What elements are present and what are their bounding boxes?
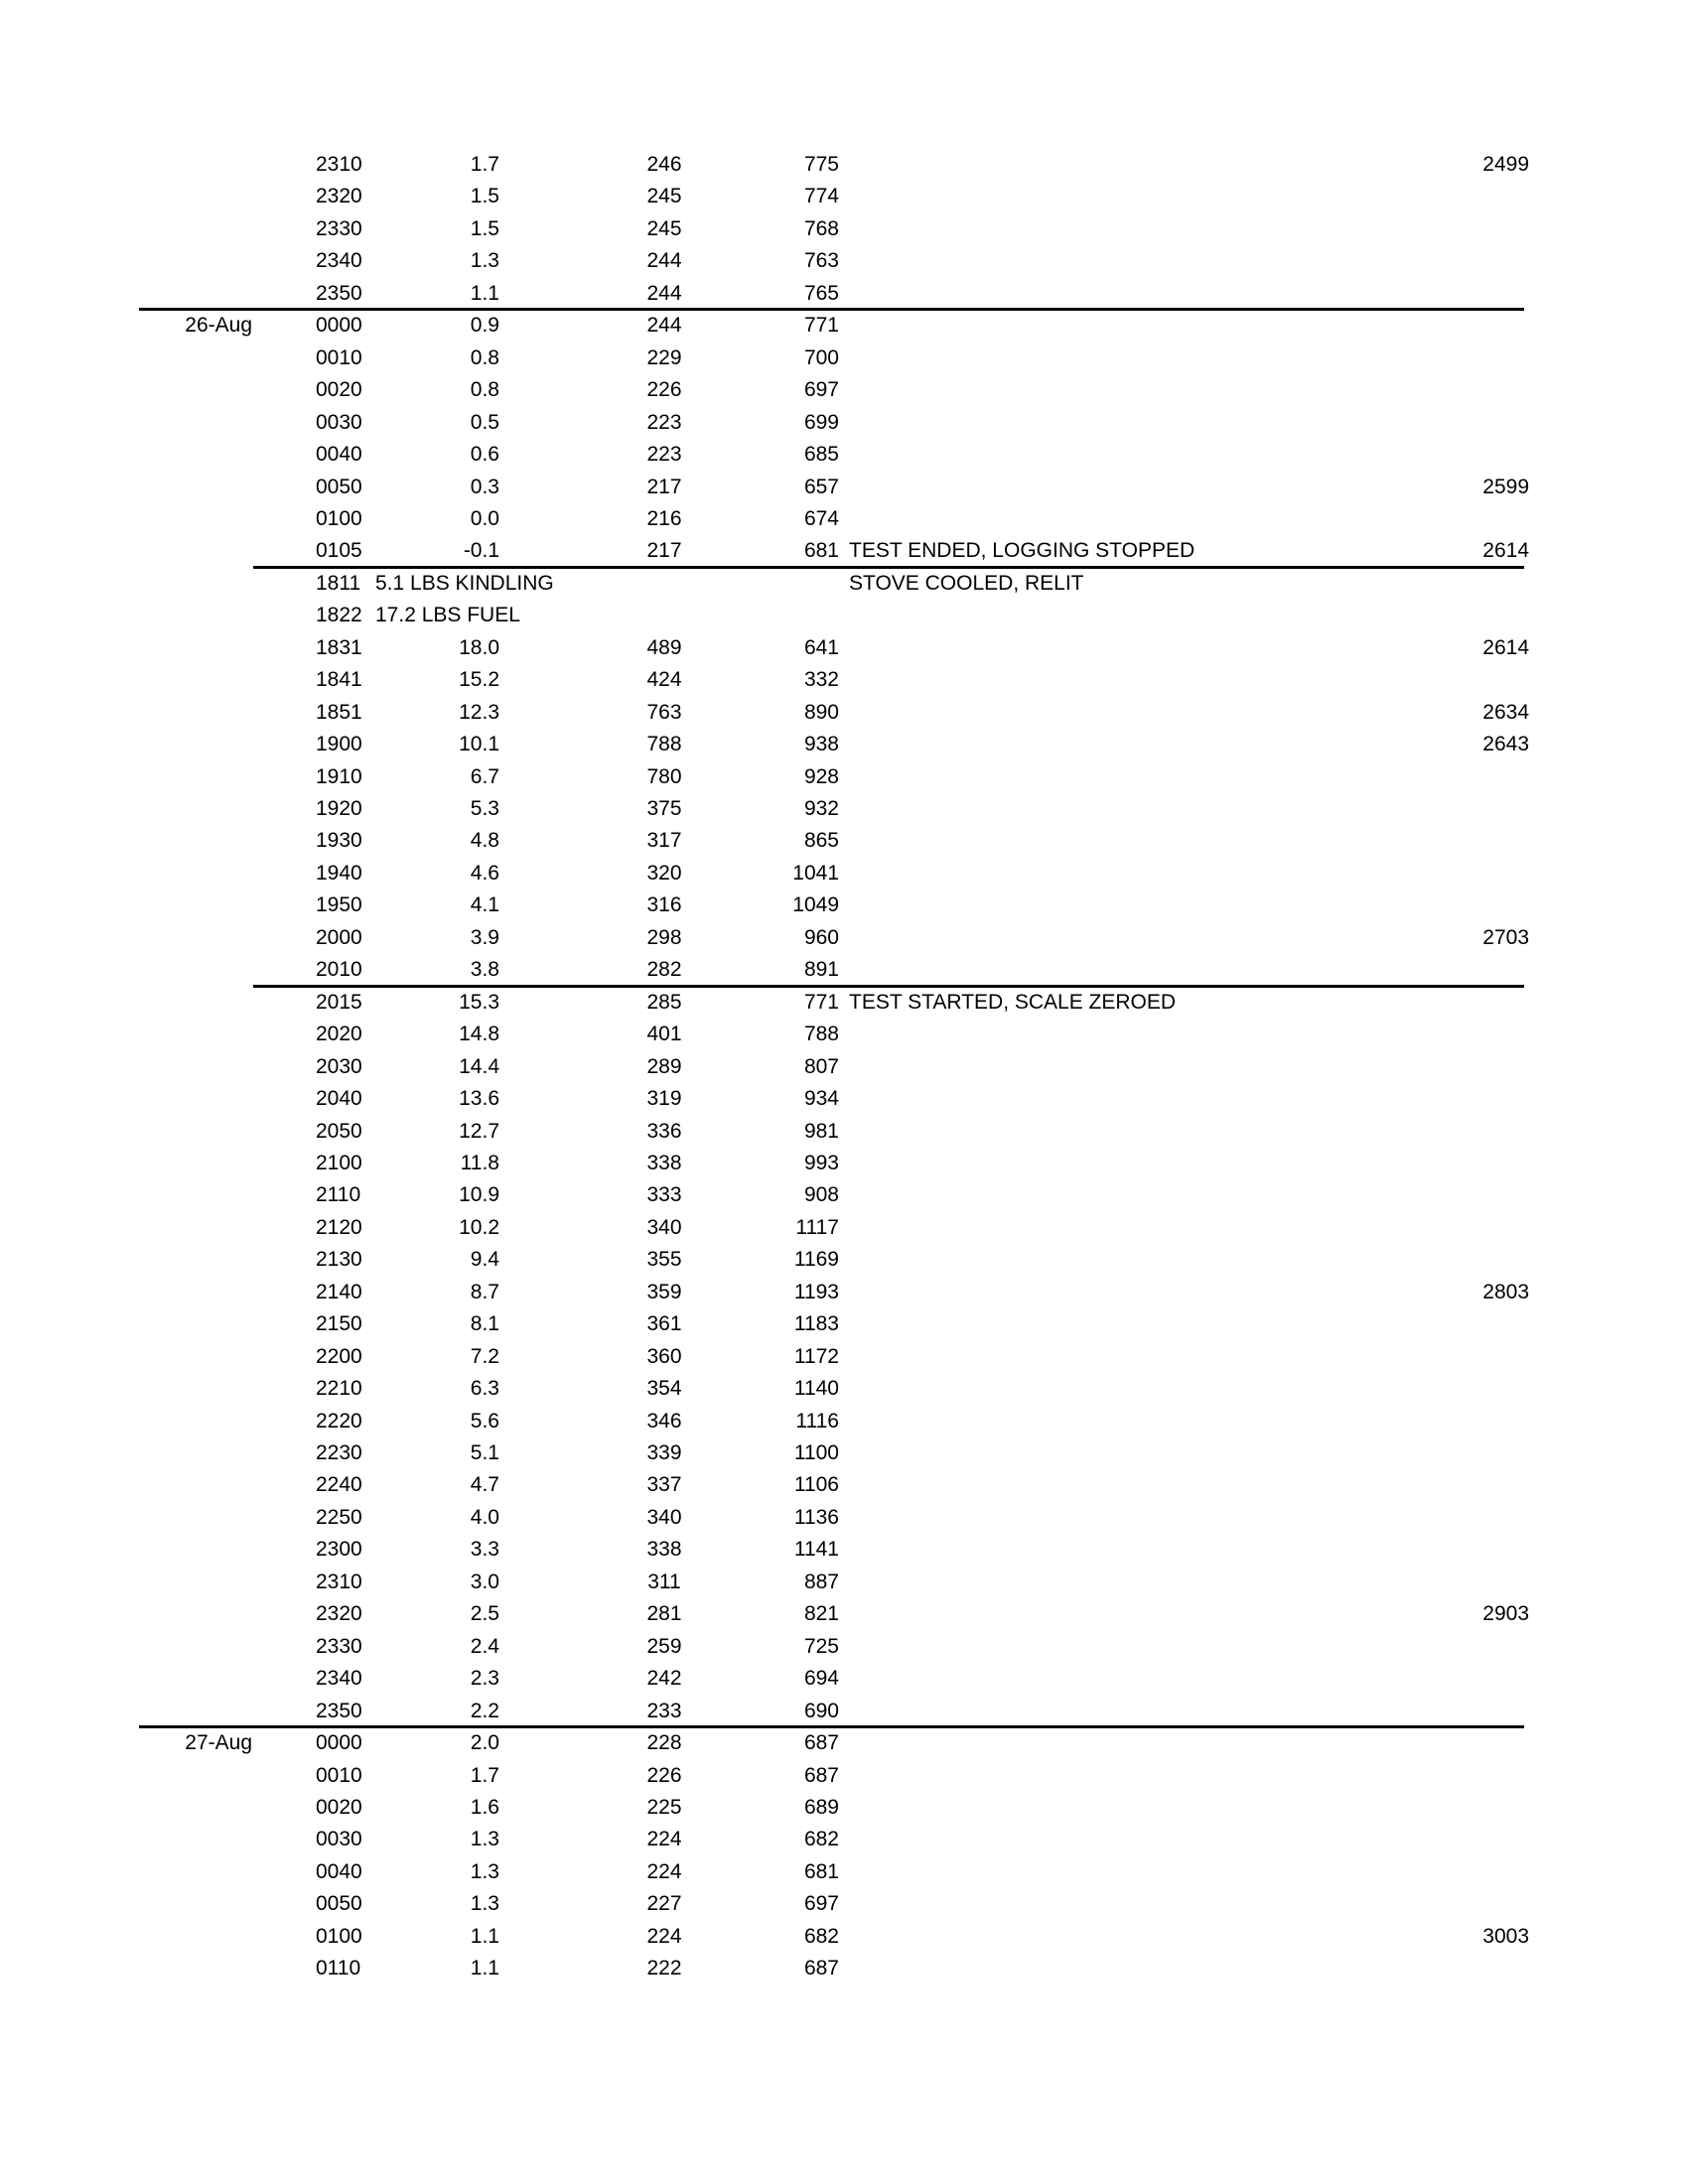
time-cell: 2350 bbox=[316, 281, 362, 305]
weight-cell: 2.4 bbox=[470, 1634, 499, 1658]
temperature-cell: 244 bbox=[646, 249, 682, 273]
time-cell: 1920 bbox=[316, 797, 362, 820]
flue-temp-cell: 938 bbox=[803, 733, 839, 756]
flue-temp-cell: 697 bbox=[803, 1892, 839, 1916]
time-cell: 2020 bbox=[316, 1023, 362, 1046]
date-cell: 26-Aug bbox=[185, 314, 252, 338]
reading-cell: 2803 bbox=[1482, 1280, 1529, 1303]
time-cell: 0000 bbox=[316, 1731, 362, 1755]
weight-cell: 2.2 bbox=[470, 1699, 499, 1722]
weight-cell: 6.7 bbox=[470, 764, 499, 788]
temperature-cell: 333 bbox=[646, 1183, 682, 1207]
weight-cell: 14.4 bbox=[459, 1054, 499, 1078]
flue-temp-cell: 682 bbox=[803, 1924, 839, 1948]
temperature-cell: 244 bbox=[646, 281, 682, 305]
weight-cell: 1.3 bbox=[470, 1828, 499, 1851]
flue-temp-cell: 1049 bbox=[792, 893, 839, 917]
temperature-cell: 360 bbox=[646, 1344, 682, 1368]
temperature-cell: 346 bbox=[646, 1409, 682, 1433]
time-cell: 2150 bbox=[316, 1312, 362, 1336]
reading-cell: 2634 bbox=[1482, 700, 1529, 724]
time-cell: 2050 bbox=[316, 1119, 362, 1143]
temperature-cell: 242 bbox=[646, 1667, 682, 1691]
temperature-cell: 354 bbox=[646, 1377, 682, 1401]
flue-temp-cell: 890 bbox=[803, 700, 839, 724]
temperature-cell: 298 bbox=[646, 925, 682, 949]
flue-temp-cell: 960 bbox=[803, 925, 839, 949]
temperature-cell: 217 bbox=[646, 539, 682, 563]
reading-cell: 2903 bbox=[1482, 1602, 1529, 1626]
temperature-cell: 281 bbox=[646, 1602, 682, 1626]
weight-cell: 5.6 bbox=[470, 1409, 499, 1433]
flue-temp-cell: 774 bbox=[803, 185, 839, 208]
time-cell: 1900 bbox=[316, 733, 362, 756]
weight-cell: 3.8 bbox=[470, 958, 499, 982]
flue-temp-cell: 775 bbox=[803, 153, 839, 176]
temperature-cell: 285 bbox=[646, 990, 682, 1014]
weight-cell: 3.9 bbox=[470, 925, 499, 949]
flue-temp-cell: 771 bbox=[803, 990, 839, 1014]
time-cell: 2310 bbox=[316, 153, 362, 176]
temperature-cell: 217 bbox=[646, 475, 682, 498]
time-cell: 2320 bbox=[316, 1602, 362, 1626]
weight-cell: 6.3 bbox=[470, 1377, 499, 1401]
time-cell: 0040 bbox=[316, 1859, 362, 1883]
time-cell: 2200 bbox=[316, 1344, 362, 1368]
flue-temp-cell: 1041 bbox=[792, 861, 839, 885]
date-cell: 27-Aug bbox=[185, 1731, 252, 1755]
temperature-cell: 424 bbox=[646, 668, 682, 692]
temperature-cell: 226 bbox=[646, 1763, 682, 1787]
weight-cell: 2.0 bbox=[470, 1731, 499, 1755]
temperature-cell: 337 bbox=[646, 1473, 682, 1497]
weight-cell: 10.1 bbox=[459, 733, 499, 756]
flue-temp-cell: 699 bbox=[803, 410, 839, 434]
temperature-cell: 223 bbox=[646, 443, 682, 467]
flue-temp-cell: 687 bbox=[803, 1957, 839, 1980]
reading-cell: 2614 bbox=[1482, 635, 1529, 659]
temperature-cell: 282 bbox=[646, 958, 682, 982]
weight-cell: 1.1 bbox=[470, 1924, 499, 1948]
time-cell: 1841 bbox=[316, 668, 362, 692]
temperature-cell: 339 bbox=[646, 1441, 682, 1464]
time-cell: 0020 bbox=[316, 378, 362, 402]
time-cell: 2330 bbox=[316, 216, 362, 240]
temperature-cell: 244 bbox=[646, 314, 682, 338]
time-cell: 0010 bbox=[316, 1763, 362, 1787]
time-cell: 2310 bbox=[316, 1570, 362, 1593]
temperature-cell: 227 bbox=[646, 1892, 682, 1916]
temperature-cell: 289 bbox=[646, 1054, 682, 1078]
weight-cell: 1.7 bbox=[470, 1763, 499, 1787]
time-cell: 2240 bbox=[316, 1473, 362, 1497]
time-cell: 2010 bbox=[316, 958, 362, 982]
flue-temp-cell: 1116 bbox=[795, 1409, 839, 1433]
time-cell: 0050 bbox=[316, 1892, 362, 1916]
time-cell: 1811 bbox=[316, 571, 361, 595]
flue-temp-cell: 908 bbox=[803, 1183, 839, 1207]
flue-temp-cell: 725 bbox=[803, 1634, 839, 1658]
temperature-cell: 225 bbox=[646, 1795, 682, 1819]
temperature-cell: 222 bbox=[646, 1957, 682, 1980]
temperature-cell: 233 bbox=[646, 1699, 682, 1722]
time-cell: 1950 bbox=[316, 893, 362, 917]
weight-cell: 1.5 bbox=[470, 216, 499, 240]
flue-temp-cell: 807 bbox=[803, 1054, 839, 1078]
flue-temp-cell: 865 bbox=[803, 829, 839, 853]
flue-temp-cell: 332 bbox=[803, 668, 839, 692]
flue-temp-cell: 771 bbox=[803, 314, 839, 338]
flue-temp-cell: 887 bbox=[803, 1570, 839, 1593]
weight-cell: 4.8 bbox=[470, 829, 499, 853]
time-cell: 2110 bbox=[316, 1183, 361, 1207]
time-cell: 2040 bbox=[316, 1087, 362, 1111]
weight-cell: 2.3 bbox=[470, 1667, 499, 1691]
flue-temp-cell: 1136 bbox=[793, 1505, 839, 1529]
time-cell: 2230 bbox=[316, 1441, 362, 1464]
temperature-cell: 340 bbox=[646, 1215, 682, 1239]
time-cell: 2130 bbox=[316, 1248, 362, 1272]
weight-cell: 13.6 bbox=[459, 1087, 499, 1111]
time-cell: 2340 bbox=[316, 1667, 362, 1691]
temperature-cell: 246 bbox=[646, 153, 682, 176]
temperature-cell: 401 bbox=[646, 1023, 682, 1046]
weight-cell: 4.0 bbox=[470, 1505, 499, 1529]
time-cell: 0040 bbox=[316, 443, 362, 467]
flue-temp-cell: 694 bbox=[803, 1667, 839, 1691]
temperature-cell: 336 bbox=[646, 1119, 682, 1143]
weight-cell: -0.1 bbox=[463, 539, 499, 563]
weight-cell: 15.3 bbox=[459, 990, 499, 1014]
flue-temp-cell: 687 bbox=[803, 1731, 839, 1755]
temperature-cell: 355 bbox=[646, 1248, 682, 1272]
time-cell: 2250 bbox=[316, 1505, 362, 1529]
time-cell: 0100 bbox=[316, 506, 362, 530]
flue-temp-cell: 689 bbox=[803, 1795, 839, 1819]
weight-cell: 2.5 bbox=[470, 1602, 499, 1626]
time-cell: 0000 bbox=[316, 314, 362, 338]
time-cell: 2210 bbox=[316, 1377, 362, 1401]
flue-temp-cell: 1169 bbox=[793, 1248, 839, 1272]
weight-cell: 14.8 bbox=[459, 1023, 499, 1046]
temperature-cell: 763 bbox=[646, 700, 682, 724]
weight-cell: 4.6 bbox=[470, 861, 499, 885]
weight-cell: 12.3 bbox=[459, 700, 499, 724]
time-cell: 1831 bbox=[316, 635, 362, 659]
weight-cell: 0.3 bbox=[470, 475, 499, 498]
time-cell: 1940 bbox=[316, 861, 362, 885]
temperature-cell: 259 bbox=[646, 1634, 682, 1658]
flue-temp-cell: 681 bbox=[803, 539, 839, 563]
temperature-cell: 319 bbox=[646, 1087, 682, 1111]
time-cell: 2120 bbox=[316, 1215, 362, 1239]
weight-cell: 11.8 bbox=[460, 1151, 499, 1174]
time-cell: 1930 bbox=[316, 829, 362, 853]
flue-temp-cell: 700 bbox=[803, 345, 839, 369]
time-cell: 1910 bbox=[316, 764, 362, 788]
weight-cell: 3.3 bbox=[470, 1538, 499, 1562]
temperature-cell: 489 bbox=[646, 635, 682, 659]
weight-cell: 7.2 bbox=[470, 1344, 499, 1368]
weight-cell: 8.1 bbox=[470, 1312, 499, 1336]
weight-cell: 4.7 bbox=[470, 1473, 499, 1497]
time-cell: 1822 bbox=[316, 604, 362, 627]
weight-cell: 8.7 bbox=[470, 1280, 499, 1303]
flue-temp-cell: 1100 bbox=[793, 1441, 839, 1464]
reading-cell: 2599 bbox=[1482, 475, 1529, 498]
weight-cell: 12.7 bbox=[459, 1119, 499, 1143]
temperature-cell: 216 bbox=[646, 506, 682, 530]
weight-cell: 9.4 bbox=[470, 1248, 499, 1272]
time-cell: 0100 bbox=[316, 1924, 362, 1948]
weight-cell: 0.9 bbox=[470, 314, 499, 338]
time-cell: 2100 bbox=[316, 1151, 362, 1174]
temperature-cell: 340 bbox=[646, 1505, 682, 1529]
flue-temp-cell: 1193 bbox=[793, 1280, 839, 1303]
temperature-cell: 226 bbox=[646, 378, 682, 402]
flue-temp-cell: 681 bbox=[803, 1859, 839, 1883]
temperature-cell: 338 bbox=[646, 1538, 682, 1562]
weight-cell: 5.1 bbox=[470, 1441, 499, 1464]
weight-cell: 0.5 bbox=[470, 410, 499, 434]
flue-temp-cell: 934 bbox=[803, 1087, 839, 1111]
fuel-load-note: 17.2 LBS FUEL bbox=[375, 604, 520, 627]
note-cell: TEST STARTED, SCALE ZEROED bbox=[849, 990, 1177, 1014]
temperature-cell: 780 bbox=[646, 764, 682, 788]
temperature-cell: 361 bbox=[646, 1312, 682, 1336]
reading-cell: 2499 bbox=[1482, 153, 1529, 176]
weight-cell: 10.9 bbox=[459, 1183, 499, 1207]
temperature-cell: 316 bbox=[646, 893, 682, 917]
flue-temp-cell: 891 bbox=[803, 958, 839, 982]
weight-cell: 0.6 bbox=[470, 443, 499, 467]
reading-cell: 2614 bbox=[1482, 539, 1529, 563]
note-cell: TEST ENDED, LOGGING STOPPED bbox=[849, 539, 1196, 563]
temperature-cell: 320 bbox=[646, 861, 682, 885]
temperature-cell: 224 bbox=[646, 1924, 682, 1948]
temperature-cell: 359 bbox=[646, 1280, 682, 1303]
weight-cell: 5.3 bbox=[470, 797, 499, 820]
time-cell: 2300 bbox=[316, 1538, 362, 1562]
weight-cell: 18.0 bbox=[459, 635, 499, 659]
temperature-cell: 788 bbox=[646, 733, 682, 756]
time-cell: 2320 bbox=[316, 185, 362, 208]
temperature-cell: 228 bbox=[646, 1731, 682, 1755]
temperature-cell: 245 bbox=[646, 185, 682, 208]
flue-temp-cell: 687 bbox=[803, 1763, 839, 1787]
weight-cell: 1.3 bbox=[470, 249, 499, 273]
flue-temp-cell: 981 bbox=[803, 1119, 839, 1143]
flue-temp-cell: 690 bbox=[803, 1699, 839, 1722]
flue-temp-cell: 682 bbox=[803, 1828, 839, 1851]
note-cell: STOVE COOLED, RELIT bbox=[849, 571, 1084, 595]
temperature-cell: 223 bbox=[646, 410, 682, 434]
flue-temp-cell: 697 bbox=[803, 378, 839, 402]
flue-temp-cell: 932 bbox=[803, 797, 839, 820]
flue-temp-cell: 1117 bbox=[795, 1215, 839, 1239]
fuel-load-note: 5.1 LBS KINDLING bbox=[375, 571, 554, 595]
flue-temp-cell: 1106 bbox=[793, 1473, 839, 1497]
time-cell: 0105 bbox=[316, 539, 362, 563]
temperature-cell: 338 bbox=[646, 1151, 682, 1174]
temperature-cell: 245 bbox=[646, 216, 682, 240]
time-cell: 2015 bbox=[316, 990, 362, 1014]
weight-cell: 4.1 bbox=[470, 893, 499, 917]
time-cell: 2340 bbox=[316, 249, 362, 273]
weight-cell: 1.7 bbox=[470, 153, 499, 176]
time-cell: 0030 bbox=[316, 410, 362, 434]
weight-cell: 3.0 bbox=[470, 1570, 499, 1593]
weight-cell: 1.3 bbox=[470, 1859, 499, 1883]
time-cell: 0020 bbox=[316, 1795, 362, 1819]
time-cell: 2000 bbox=[316, 925, 362, 949]
temperature-cell: 224 bbox=[646, 1859, 682, 1883]
time-cell: 2330 bbox=[316, 1634, 362, 1658]
reading-cell: 2643 bbox=[1482, 733, 1529, 756]
weight-cell: 1.5 bbox=[470, 185, 499, 208]
flue-temp-cell: 641 bbox=[803, 635, 839, 659]
time-cell: 0010 bbox=[316, 345, 362, 369]
time-cell: 0110 bbox=[316, 1957, 361, 1980]
temperature-cell: 224 bbox=[646, 1828, 682, 1851]
reading-cell: 3003 bbox=[1482, 1924, 1529, 1948]
flue-temp-cell: 674 bbox=[803, 506, 839, 530]
temperature-cell: 375 bbox=[646, 797, 682, 820]
temperature-cell: 317 bbox=[646, 829, 682, 853]
flue-temp-cell: 1172 bbox=[793, 1344, 839, 1368]
weight-cell: 15.2 bbox=[459, 668, 499, 692]
weight-cell: 0.8 bbox=[470, 345, 499, 369]
weight-cell: 1.1 bbox=[470, 281, 499, 305]
time-cell: 2350 bbox=[316, 1699, 362, 1722]
flue-temp-cell: 1183 bbox=[793, 1312, 839, 1336]
flue-temp-cell: 788 bbox=[803, 1023, 839, 1046]
flue-temp-cell: 657 bbox=[803, 475, 839, 498]
flue-temp-cell: 1140 bbox=[793, 1377, 839, 1401]
flue-temp-cell: 928 bbox=[803, 764, 839, 788]
time-cell: 0050 bbox=[316, 475, 362, 498]
flue-temp-cell: 768 bbox=[803, 216, 839, 240]
flue-temp-cell: 685 bbox=[803, 443, 839, 467]
flue-temp-cell: 763 bbox=[803, 249, 839, 273]
time-cell: 2220 bbox=[316, 1409, 362, 1433]
flue-temp-cell: 1141 bbox=[793, 1538, 839, 1562]
weight-cell: 10.2 bbox=[459, 1215, 499, 1239]
time-cell: 1851 bbox=[316, 700, 362, 724]
time-cell: 0030 bbox=[316, 1828, 362, 1851]
weight-cell: 1.3 bbox=[470, 1892, 499, 1916]
flue-temp-cell: 765 bbox=[803, 281, 839, 305]
time-cell: 2140 bbox=[316, 1280, 362, 1303]
weight-cell: 0.8 bbox=[470, 378, 499, 402]
reading-cell: 2703 bbox=[1482, 925, 1529, 949]
temperature-cell: 229 bbox=[646, 345, 682, 369]
weight-cell: 0.0 bbox=[470, 506, 499, 530]
weight-cell: 1.6 bbox=[470, 1795, 499, 1819]
weight-cell: 1.1 bbox=[470, 1957, 499, 1980]
temperature-cell: 311 bbox=[647, 1570, 681, 1593]
flue-temp-cell: 993 bbox=[803, 1151, 839, 1174]
flue-temp-cell: 821 bbox=[803, 1602, 839, 1626]
time-cell: 2030 bbox=[316, 1054, 362, 1078]
